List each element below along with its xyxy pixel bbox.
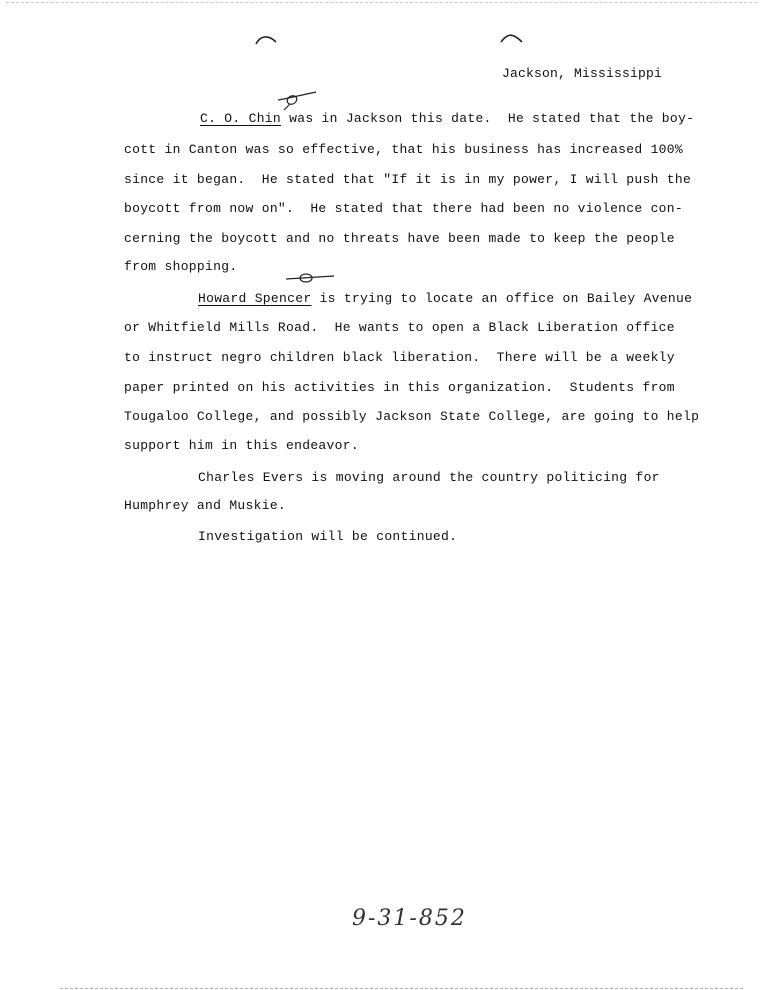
handwritten-file-number: 9-31-852 xyxy=(352,906,467,931)
paragraph-2-line-2: or Whitfield Mills Road. He wants to open a Black Liberation office xyxy=(124,320,675,335)
pencil-tick-mark-left xyxy=(252,30,282,50)
paragraph-2-line-3: to instruct negro children black liberation. There will be a weekly xyxy=(124,350,675,365)
paragraph-1-line-2: cott in Canton was so effective, that his business has increased 100% xyxy=(124,142,683,157)
pencil-tick-mark-right xyxy=(498,28,528,48)
subject-name-chin: C. O. Chin xyxy=(200,111,282,126)
paragraph-2-line-5: Tougaloo College, and possibly Jackson State College, are going to help xyxy=(124,409,700,424)
handwritten-check-mark-chin xyxy=(276,90,320,112)
subject-name-spencer: Howard Spencer xyxy=(198,291,312,306)
paragraph-3-line-1: Charles Evers is moving around the country politicing for xyxy=(198,470,660,485)
paragraph-2-line-1: Howard Spencer is trying to locate an office on Bailey Avenue xyxy=(198,291,693,306)
handwritten-check-mark-spencer xyxy=(284,270,338,286)
paragraph-3-line-2: Humphrey and Muskie. xyxy=(124,498,287,513)
paragraph-1-line-6: from shopping. xyxy=(124,259,238,274)
paragraph-2-line-6: support him in this endeavor. xyxy=(124,438,359,453)
paragraph-4-line-1: Investigation will be continued. xyxy=(198,529,458,544)
location-heading: Jackson, Mississippi xyxy=(502,66,663,81)
paragraph-1-line-4: boycott from now on". He stated that there had been no violence con- xyxy=(124,201,683,216)
paragraph-1-line-1: C. O. Chin was in Jackson this date. He stated that the boy- xyxy=(200,111,695,126)
paragraph-2-line-4: paper printed on his activities in this organization. Students from xyxy=(124,380,675,395)
paragraph-1-line-3: since it began. He stated that "If it is in my power, I will push the xyxy=(124,172,692,187)
top-edge-rule xyxy=(6,2,757,3)
paragraph-1-line-5: cerning the boycott and no threats have been made to keep the people xyxy=(124,231,675,246)
bottom-edge-rule xyxy=(60,988,743,989)
